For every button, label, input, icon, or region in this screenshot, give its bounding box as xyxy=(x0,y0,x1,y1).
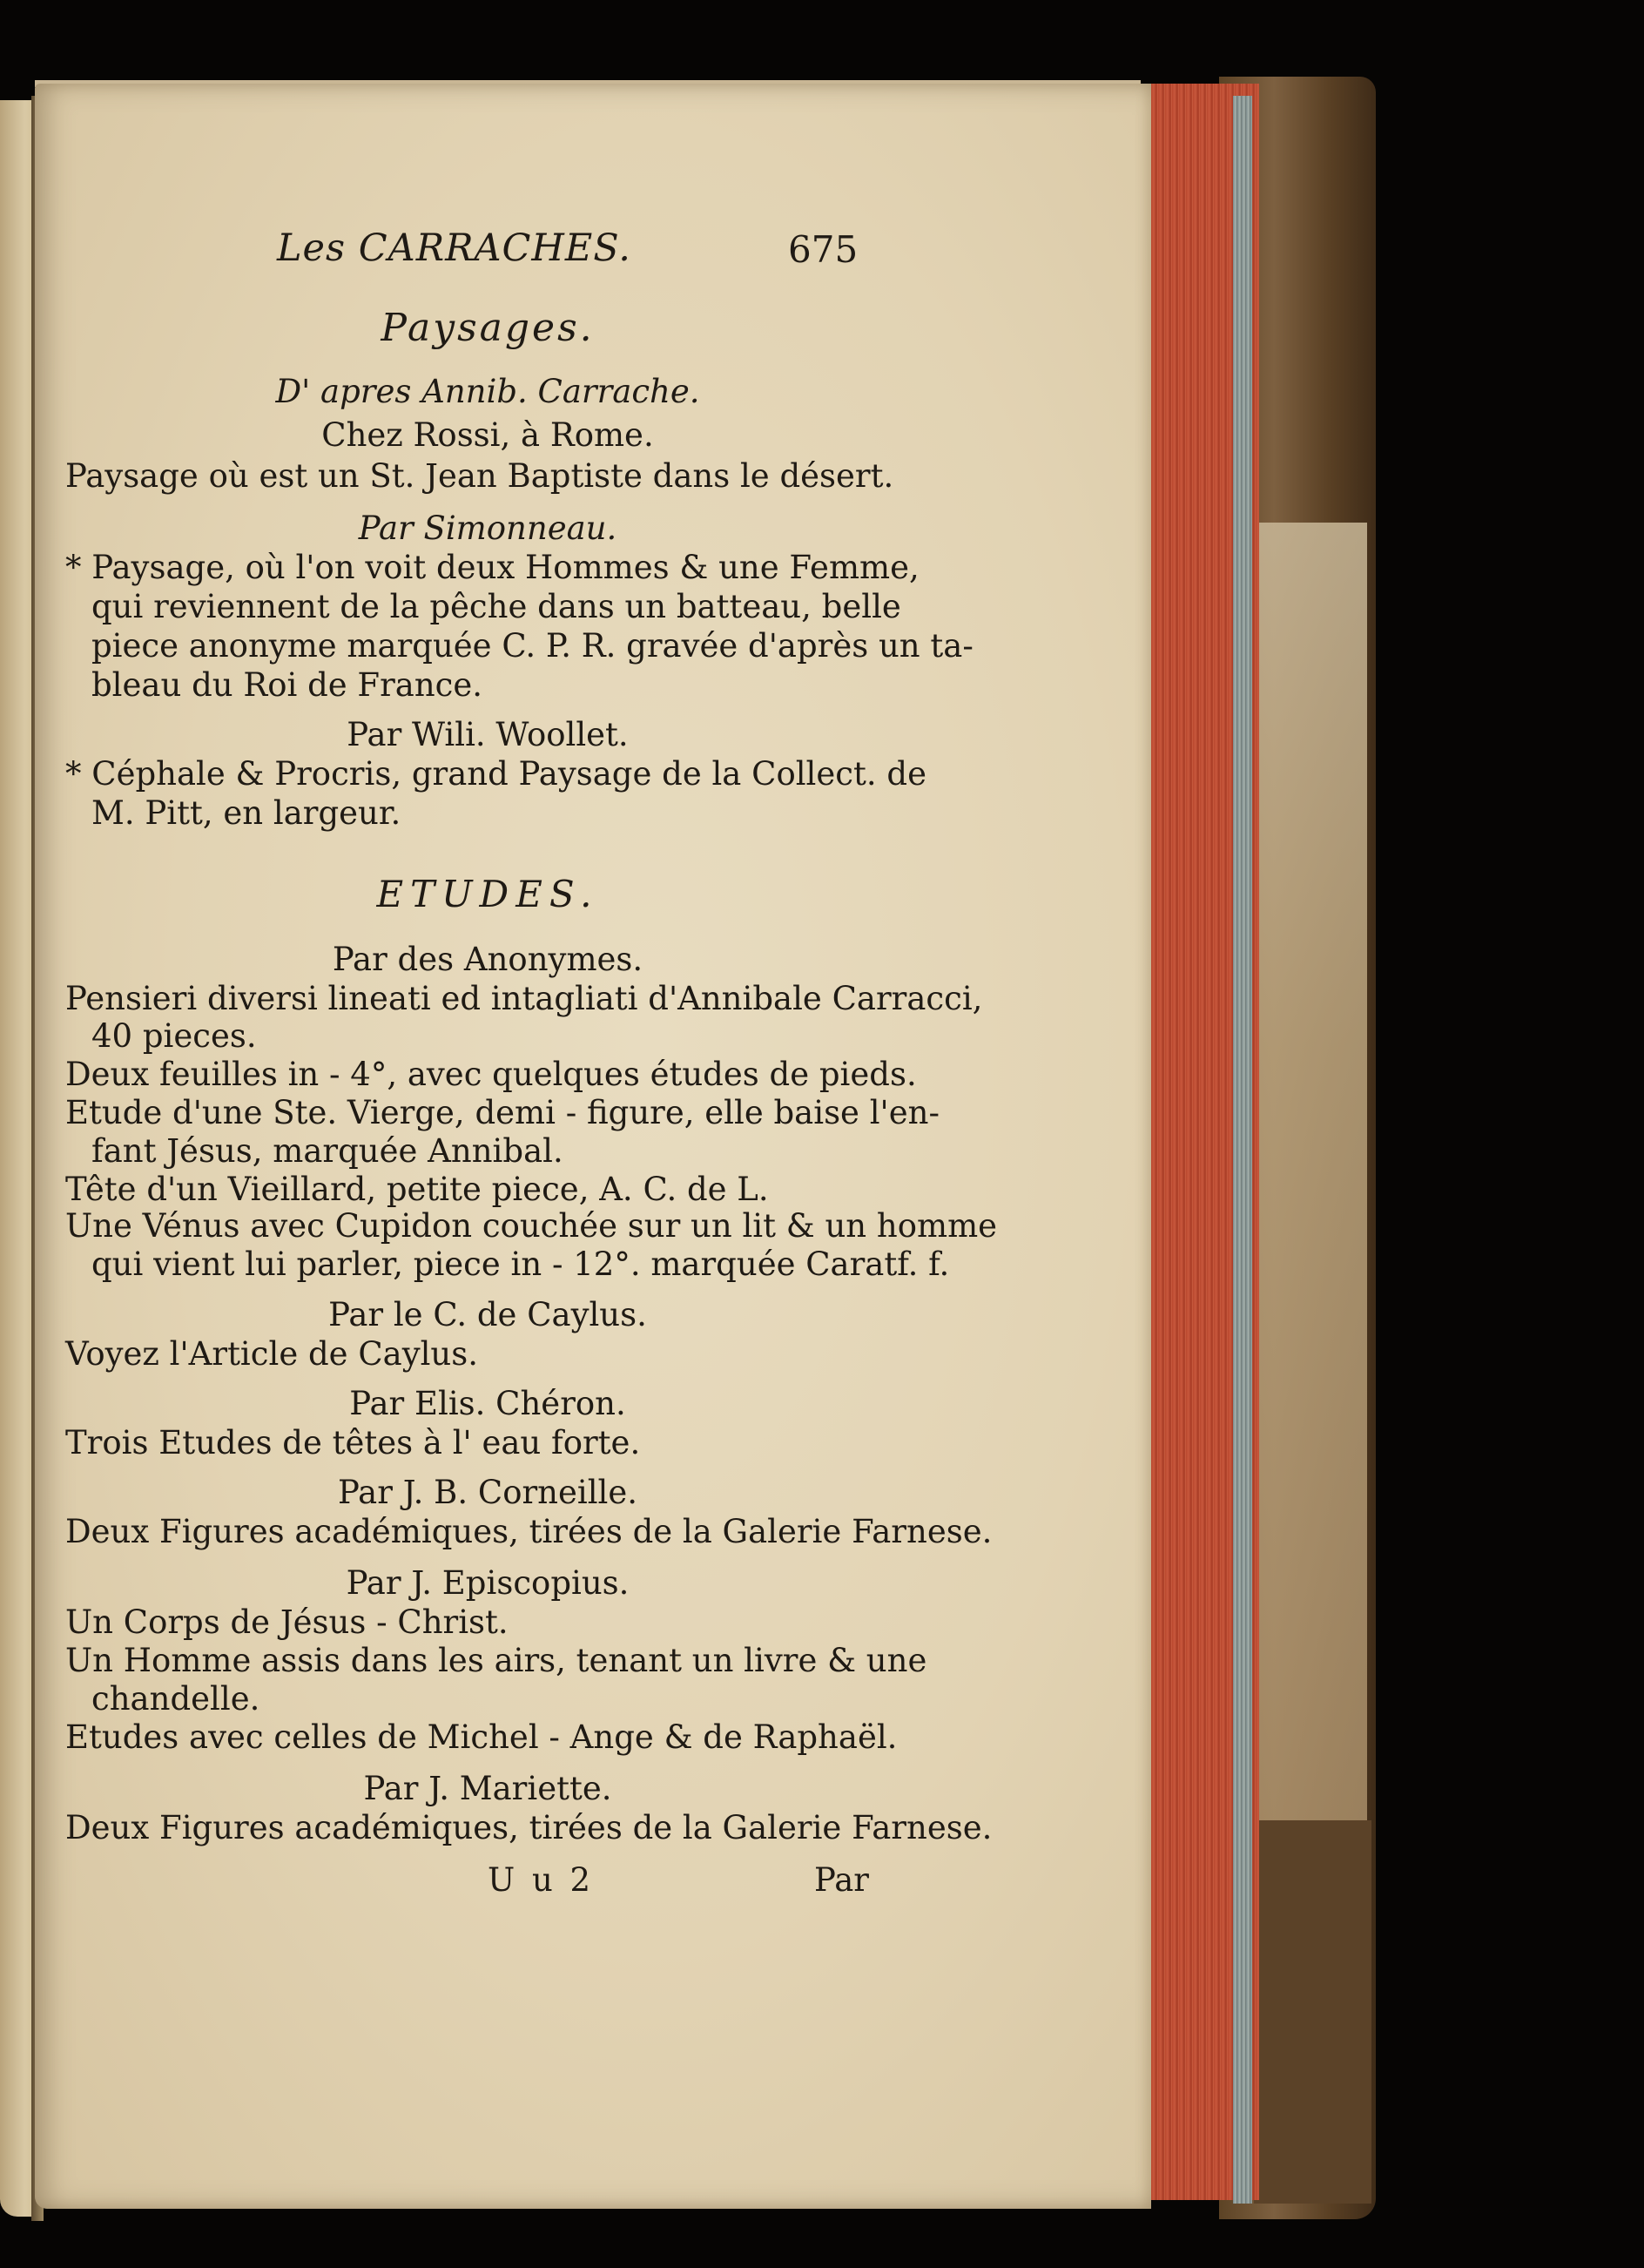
entry-line: Trois Etudes de têtes à l' eau forte. xyxy=(65,1424,641,1461)
subheading-par: Par Wili. Woollet. xyxy=(347,716,629,753)
entry-line: piece anonyme marquée C. P. R. gravée d'après un ta- xyxy=(91,627,974,665)
entry-line: Tête d'un Vieillard, petite piece, A. C. de L. xyxy=(65,1171,769,1208)
entry-line: Un Corps de Jésus - Christ. xyxy=(65,1603,509,1641)
catchword: Par xyxy=(814,1861,869,1899)
page-number: 675 xyxy=(788,228,859,271)
section-title-etudes: ETUDES. xyxy=(376,873,599,915)
subheading-par: Par J. B. Corneille. xyxy=(337,1474,638,1511)
subheading-par: Par Simonneau. xyxy=(358,510,617,547)
subheading-par: Par J. Episcopius. xyxy=(346,1564,630,1602)
entry-line: Pensieri diversi lineati ed intagliati d'Annibale Carracci, xyxy=(65,980,983,1017)
entry-line: * Céphale & Procris, grand Paysage de la Collect. de xyxy=(65,755,926,793)
subheading-after: D' apres Annib. Carrache. xyxy=(275,373,700,410)
signature-mark: U u 2 xyxy=(488,1861,595,1899)
entry-line: Deux Figures académiques, tirées de la Galerie Farnese. xyxy=(65,1513,993,1550)
entry-line: * Paysage, où l'on voit deux Hommes & une Femme, xyxy=(65,549,920,586)
entry-line: bleau du Roi de France. xyxy=(91,666,483,704)
section-title-paysages: Paysages. xyxy=(381,306,595,350)
entry-line: Etudes avec celles de Michel - Ange & de Raphaël. xyxy=(65,1718,898,1756)
entry-line: Un Homme assis dans les airs, tenant un livre & une xyxy=(65,1642,927,1679)
entry-line: Paysage où est un St. Jean Baptiste dans le désert. xyxy=(65,457,894,495)
entry-line: Une Vénus avec Cupidon couchée sur un lit & un homme xyxy=(65,1207,998,1245)
entry-line: Voyez l'Article de Caylus. xyxy=(65,1335,479,1373)
entry-line: M. Pitt, en largeur. xyxy=(91,794,401,832)
entry-line: fant Jésus, marquée Annibal. xyxy=(91,1132,563,1170)
subheading-par: Par Elis. Chéron. xyxy=(349,1385,626,1422)
running-title: Les CARRACHES. xyxy=(277,226,631,270)
entry-line: Deux Figures académiques, tirées de la Galerie Farnese. xyxy=(65,1809,993,1846)
subheading-par: Par des Anonymes. xyxy=(332,941,643,978)
entry-line: chandelle. xyxy=(91,1680,260,1718)
subheading-par: Par le C. de Caylus. xyxy=(328,1296,647,1333)
subheading-par: Par J. Mariette. xyxy=(363,1770,612,1807)
entry-line: qui vient lui parler, piece in - 12°. marquée Caratf. f. xyxy=(91,1245,950,1283)
entry-line: 40 pieces. xyxy=(91,1017,257,1055)
subheading-chez: Chez Rossi, à Rome. xyxy=(321,416,654,454)
entry-line: Deux feuilles in - 4°, avec quelques études de pieds. xyxy=(65,1056,917,1093)
entry-line: qui reviennent de la pêche dans un batteau, belle xyxy=(91,588,901,625)
entry-line: Etude d'une Ste. Vierge, demi - figure, elle baise l'en- xyxy=(65,1094,940,1131)
